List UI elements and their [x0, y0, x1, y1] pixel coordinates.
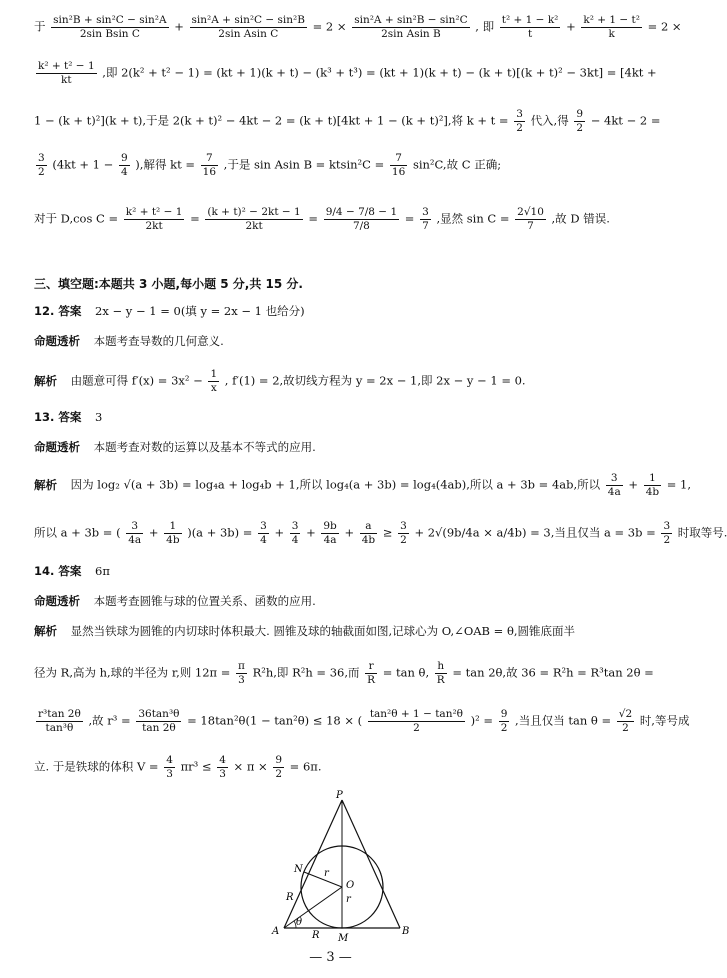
fraction: $\frac{9}{2}$	[275, 754, 283, 781]
fraction: $\frac{9}{2}$	[576, 108, 584, 135]
label-m: M	[338, 933, 349, 944]
fraction: $\frac{7}{16}$	[391, 152, 406, 179]
fraction: $\frac{\text{36tan³θ}}{\tan 2\theta}$	[138, 708, 180, 735]
cont-line-4: $\frac{3}{2}$ (4kt + 1 − $\frac{9}{4}$ ),解得 kt = $\frac{7}{16}$ ,于是 sin Asin B = ktsin²C = $\frac{7}{16}$ sin²C,故 C 正确;	[38, 152, 502, 179]
label-n: N	[294, 864, 303, 875]
fraction: $\frac{\text{t² + 1 − k²}}{t}$	[501, 14, 559, 41]
cont-line-2: $\frac{\text{k² + t² − 1}}{kt}$ ,即 2(k² + t² − 1) = (kt + 1)(k + t) − (k³ + t³) = (kt + 1)(k + t) − (k + t)[(k + t)² − 3kt] = [4kt +	[38, 60, 657, 87]
fraction: $\frac{4}{3}$	[219, 754, 226, 781]
fraction: $\frac{3}{2}$	[516, 108, 523, 135]
cone-sphere-figure	[262, 788, 422, 948]
q14-mt-line: 命题透析 本题考查圆锥与球的位置关系、函数的应用.	[34, 594, 316, 608]
label-r-big-base: R	[312, 930, 320, 941]
label-o: O	[346, 880, 355, 891]
cont-line-5: 对于 D,cos C = $\frac{\text{k² + t² − 1}}{2kt}$ = $\frac{\text{(k + t)² − 2kt − 1}}{2kt}$ = $\frac{9/4 - 7/8 - 1}{7/8}$ = $\frac{3}{7}$ ,显然 sin C = $\frac{2√10}{7}$ ,故 D 错误.	[34, 206, 610, 233]
q14-line-2: 径为 R,高为 h,球的半径为 r,则 12π = $\frac{\pi}{3}$ R²h,即 R²h = 36,而 $\frac{r}{R}$ = tan θ, $\frac{h}{R}$ = tan 2θ,故 36 = R²h = R³tan 2θ =	[34, 660, 654, 687]
fraction: $\frac{\text{k² + t² − 1}}{2kt}$	[125, 206, 183, 233]
label-a: A	[272, 926, 280, 937]
fraction: $\frac{\text{k² + 1 − t²}}{k}$	[583, 14, 640, 41]
fraction: $\frac{9/4 - 7/8 - 1}{7/8}$	[325, 206, 398, 233]
q13-line-2: 所以 a + 3b = ( $\frac{3}{4a}$ + $\frac{1}{4b}$ )(a + 3b) = $\frac{3}{4}$ + $\frac{3}{4}$ + $\frac{9b}{4a}$ + $\frac{a}{4b}$ ≥ $\frac{3}{2}$ + 2√(9b/4a × a/4b) = 3,当且仅当 a = 3b = $\frac{3}{2}$ 时取等号.	[34, 520, 727, 547]
page-number: — 3 —	[309, 950, 352, 965]
fraction: $\frac{1}{4b}$	[166, 520, 180, 547]
fraction: $\frac{1}{x}$	[210, 368, 218, 395]
q13-head: 13. 答案	[34, 410, 82, 424]
fraction: $\frac{3}{2}$	[400, 520, 407, 547]
label-r-small: r	[324, 868, 329, 879]
fraction: $\frac{3}{4}$	[260, 520, 267, 547]
label-r-big: R	[286, 892, 294, 903]
q13-mt-line: 命题透析 本题考查对数的运算以及基本不等式的应用.	[34, 440, 316, 454]
fraction: $\frac{\text{sin²A + sin²B − sin²C}}{\text{2sin Asin B}}$	[354, 14, 468, 41]
q14-jx-line: 解析 显然当铁球为圆锥的内切球时体积最大. 圆锥及球的轴截面如图,记球心为 O,∠OAB = θ,圆锥底面半	[34, 624, 576, 638]
fraction: $\frac{a}{4b}$	[361, 520, 376, 547]
q14-head: 14. 答案	[34, 564, 82, 578]
fraction: $\frac{1}{4b}$	[645, 472, 660, 499]
label-theta: θ	[296, 917, 303, 928]
segment-no	[304, 872, 342, 887]
fraction: $\frac{\text{tan²θ + 1 − tan²θ}}{2}$	[369, 708, 463, 735]
q14-line-4: 立. 于是铁球的体积 V = $\frac{4}{3}$ πr³ ≤ $\frac{4}{3}$ × π × $\frac{9}{2}$ = 6π.	[34, 754, 322, 781]
cont-line-3: 1 − (k + t)²](k + t),于是 2(k + t)² − 4kt − 2 = (k + t)[4kt + 1 − (k + t)²],将 k + t = $\frac{3}{2}$ 代入,得 $\frac{9}{2}$ − 4kt − 2 =	[34, 108, 661, 135]
q12-jx-line: 解析 由题意可得 f′(x) = 3x² − $\frac{1}{x}$ , f′(1) = 2,故切线方程为 y = 2x − 1,即 2x − y − 1 = 0.	[34, 368, 526, 395]
fraction: $\frac{2√10}{7}$	[517, 206, 544, 233]
fraction: $\frac{h}{R}$	[436, 660, 445, 687]
cont-line-1: 于 $\frac{\text{sin²B + sin²C − sin²A}}{\text{2sin Bsin C}}$ + $\frac{\text{sin²A + sin²C − sin²B}}{\text{2sin Asin C}}$ = 2 × $\frac{\text{sin²A + sin²B − sin²C}}{\text{2sin Asin B}}$ , 即 $\frac{\text{t² + 1 − k²}}{t}$ + $\frac{\text{k² + 1 − t²}}{k}$ = 2 ×	[34, 14, 682, 41]
fraction: $\frac{\text{r³tan 2θ}}{\text{tan³θ}}$	[38, 708, 81, 735]
q14-answer-line: 14. 答案 6π	[34, 564, 110, 578]
fraction: $\frac{3}{4}$	[291, 520, 299, 547]
fraction: $\frac{9b}{4a}$	[323, 520, 337, 547]
section-heading: 三、填空题:本题共 3 小题,每小题 5 分,共 15 分.	[34, 277, 303, 291]
fraction: $\frac{\pi}{3}$	[238, 660, 245, 687]
fraction: $\frac{9}{2}$	[500, 708, 508, 735]
fraction: $\frac{3}{4a}$	[607, 472, 621, 499]
fraction: $\frac{\text{k² + t² − 1}}{kt}$	[38, 60, 95, 87]
fraction: $\frac{3}{7}$	[422, 206, 429, 233]
fraction: $\frac{r}{R}$	[367, 660, 376, 687]
label-r-small-2: r	[346, 894, 351, 905]
q12-answer-line: 12. 答案 2x − y − 1 = 0(填 y = 2x − 1 也给分)	[34, 304, 305, 318]
q13-jx-line: 解析 因为 log₂ √(a + 3b) = log₄a + log₄b + 1,所以 log₄(a + 3b) = log₄(4ab),所以 a + 3b = 4ab,所以 $\frac{3}{4a}$ + $\frac{1}{4b}$ = 1,	[34, 472, 692, 499]
fraction: $\frac{\text{(k + t)² − 2kt − 1}}{2kt}$	[207, 206, 301, 233]
fraction: $\frac{3}{2}$	[38, 152, 45, 179]
fraction: $\frac{9}{4}$	[120, 152, 128, 179]
fraction: $\frac{\text{sin²A + sin²C − sin²B}}{\text{2sin Asin C}}$	[191, 14, 305, 41]
label-p: P	[336, 790, 343, 801]
fraction: $\frac{7}{16}$	[202, 152, 217, 179]
q12-head: 12. 答案	[34, 304, 82, 318]
fraction: $\frac{\text{sin²B + sin²C − sin²A}}{\text{2sin Bsin C}}$	[53, 14, 167, 41]
q13-answer-line: 13. 答案 3	[34, 410, 103, 424]
fraction: $\frac{√2}{2}$	[618, 708, 633, 735]
q12-mt-line: 命题透析 本题考查导数的几何意义.	[34, 334, 224, 348]
cone-edge-pa	[284, 800, 342, 928]
fraction: $\frac{3}{2}$	[663, 520, 671, 547]
label-b: B	[402, 926, 410, 937]
cone-edge-pb	[342, 800, 400, 928]
fraction: $\frac{3}{4a}$	[128, 520, 142, 547]
q14-line-3: $\frac{\text{r³tan 2θ}}{\text{tan³θ}}$ ,故 r³ = $\frac{\text{36tan³θ}}{\tan 2\theta}$ = 18tan²θ(1 − tan²θ) ≤ 18 × ( $\frac{\text{tan²θ + 1 − tan²θ}}{2}$ )² = $\frac{9}{2}$ ,当且仅当 tan θ = $\frac{√2}{2}$ 时,等号成	[38, 708, 690, 735]
fraction: $\frac{4}{3}$	[166, 754, 173, 781]
